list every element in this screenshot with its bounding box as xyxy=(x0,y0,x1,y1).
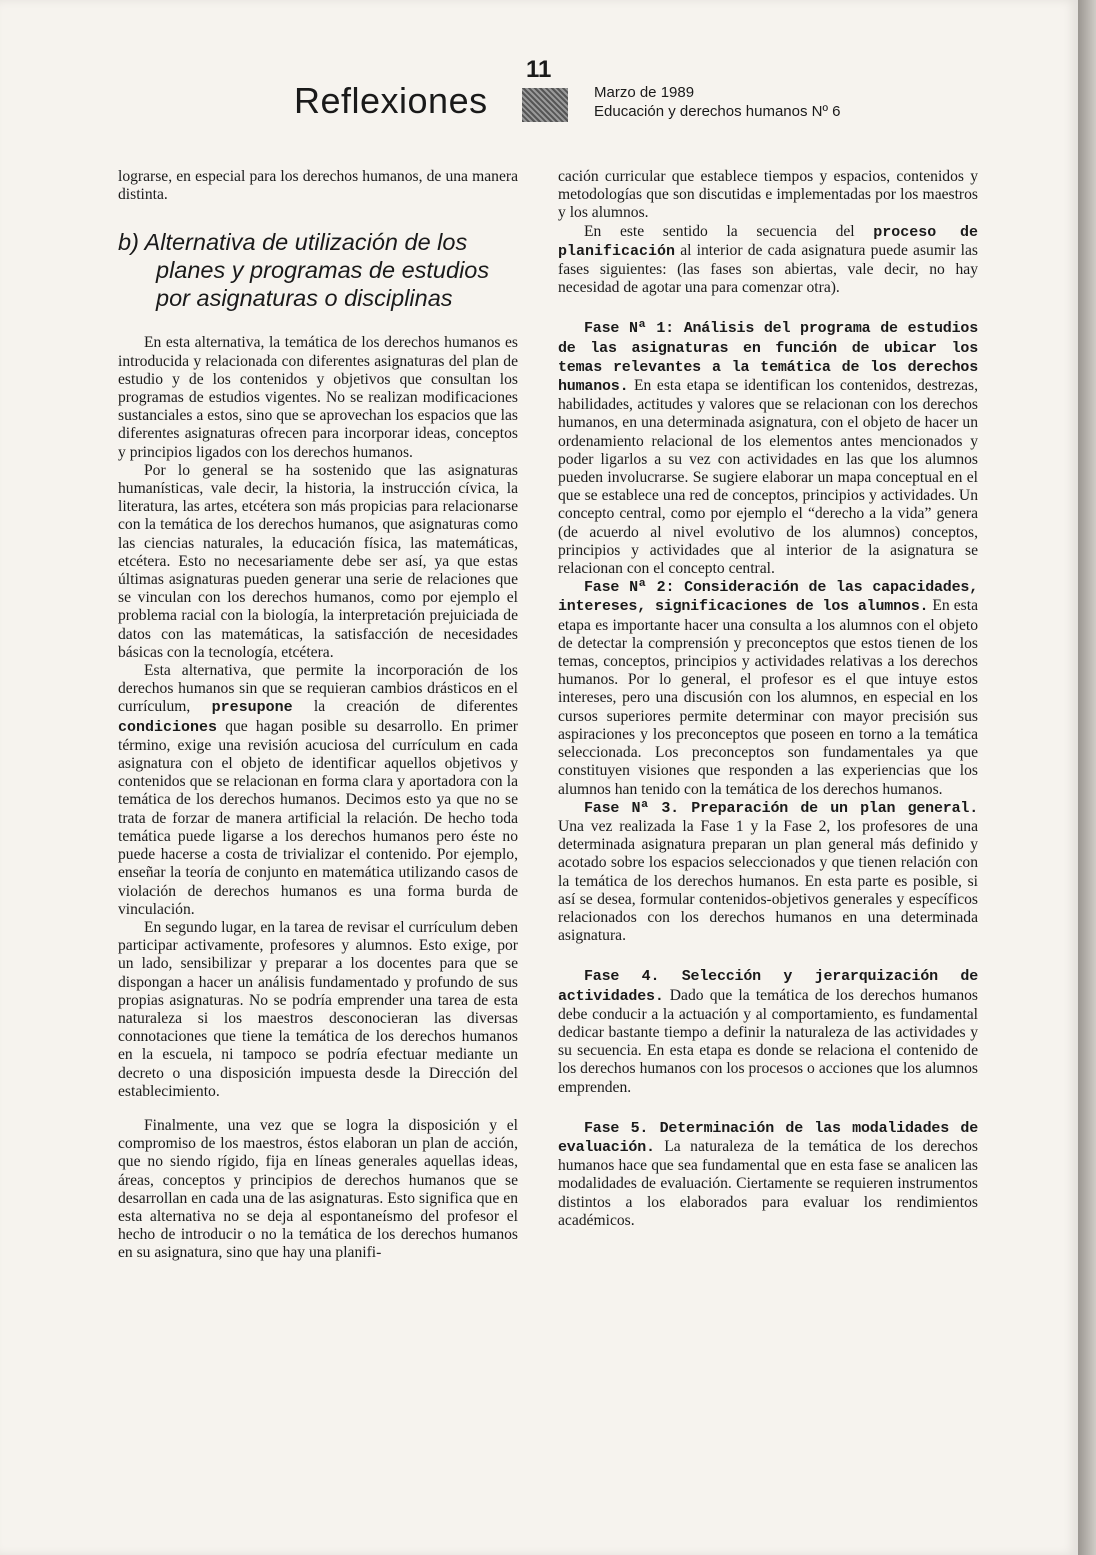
right-column xyxy=(558,168,978,1230)
fase-body: Dado que la temática de los derechos humanos debe conducir a la actuación y al comportamiento, es fundamental dedicar bastante tiempo a definir la naturaleza de las actividades y su secuencia. En esta etapa es donde se relaciona el contenido de los derechos humanos con los procesos o acciones que los alumnos emprenden. xyxy=(558,986,978,1096)
page-header xyxy=(0,50,1078,130)
left-column xyxy=(118,168,518,1263)
page-edge xyxy=(1078,0,1096,1555)
text-run: al interior de cada asignatura puede asumir las fases siguientes: (las fases son abiertas, vale decir, no hay necesidad de agotar una para comenzar otra). xyxy=(558,241,978,297)
paragraph: En esta alternativa, la temática de los derechos humanos es introducida y relacionada con diferentes asignaturas del plan de estudio y de los contenidos y objetivos que consultan los programas de estudios vigentes. No se realizan modificaciones sustanciales a estos, sino que se aprovechan los espacios que las diferentes asignaturas ofrecen para incorporar ideas, conceptos y principios ligados con los derechos humanos. xyxy=(118,334,518,461)
header-date: Marzo de 1989 xyxy=(594,84,695,101)
emphasis: presupone xyxy=(211,699,293,717)
fase-title: Fase 4. Selección y jerarquización de actividades. xyxy=(558,968,978,1005)
paragraph: En segundo lugar, en la tarea de revisar el currículum deben participar activamente, profesores y alumnos. Esto exige, por un lado, sensibilizar y preparar a los docentes para que se dispongan a hacer un análisis fundamentado y profundo de sus propias asignaturas. No se podría emprender una tarea de esta naturaleza si los maestros desconocieran las diversas connotaciones que tiene la temática de los derechos humanos en la escuela, ni tampoco se podría efectuar mediante un decreto o una disposición impuesta desde la Dirección del establecimiento. xyxy=(118,918,518,1100)
fase-1 xyxy=(558,319,978,578)
text-run: Esta alternativa, que permite la incorporación de los derechos humanos sin que se requieran cambios drásticos en el currículum, xyxy=(118,662,518,716)
fase-title: Fase 5. Determinación de las modalidades de evaluación. xyxy=(558,1119,978,1156)
header-ornament xyxy=(522,88,568,122)
page-number: 11 xyxy=(526,56,552,83)
paragraph xyxy=(118,662,518,919)
fase-body: En esta etapa se identifican los contenidos, destrezas, habilidades, actitudes y valores que se relacionan con los derechos humanos, en una determinada asignatura, con el objeto de hacer un ordenamiento relacional de los elementos antes mencionados y poder ligarlos a su vez con actividades en las que los alumnos pueden involucrarse. Se sugiere elaborar un mapa conceptual en el que se establece una red de conceptos, principios y actividades. Un concepto central, como por ejemplo el “derecho a la vida” genera (de acuerdo al nivel evolutivo de los alumnos) conceptos, principios y actividades que al interior de la asignatura se relacionan con el concepto central. xyxy=(558,377,978,578)
paragraph: Finalmente, una vez que se logra la disposición y el compromiso de los maestros, éstos elaboran un plan de acción, que no siendo rígido, fija en líneas generales aquellas ideas, áreas, conceptos y principios de derechos humanos que se desarrollan en cada una de las asignaturas. Esto significa que en esta alternativa no se deja al espontaneísmo del profesor el hecho de introducir o no la temática de los derechos humanos en su asignatura, sino que hay una planifi- xyxy=(118,1116,518,1262)
paragraph xyxy=(558,223,978,298)
text-run: la creación de diferentes xyxy=(313,698,518,716)
fase-3 xyxy=(558,799,978,946)
section-heading: b) Alternativa de utilización de los planes y programas de estudios por asignaturas o disciplinas xyxy=(118,229,490,312)
fase-4 xyxy=(558,967,978,1096)
text-run: que hagan posible su desarrollo. En primer término, exige una revisión acuciosa del currículum en cada asignatura con el objeto de identificar aquellos objetivos y contenidos que se relacionan en forma clara y aportadora con la temática de los derechos humanos. Decimos esto ya que no se trata de forzar de manera artificial la relación. De hecho toda temática puede ligarse a los derechos humanos pero éste no puede hacerse a costa de trivializar el contenido. Por ejemplo, enseñar la teoría de conjunto en matemática utilizando casos de violación de derechos humanos es una forma burda de vinculación. xyxy=(118,717,518,918)
fase-title: Fase Nª 1: Análisis del programa de estudios de las asignaturas en función de ubicar los temas relevantes a la temática de los derechos humanos. xyxy=(558,320,978,396)
fase-title: Fase Nª 3. Preparación de un plan general. xyxy=(584,799,978,817)
fase-body: Una vez realizada la Fase 1 y la Fase 2, los profesores de una determinada asignatura preparan un plan general más definido y acotado sobre los espacios seleccionados y que tienen relación con la temática de los derechos humanos. En esta parte es posible, si así se desea, formular contenidos-objetivos generales y específicos relacionados con los derechos humanos en una determinada asignatura. xyxy=(558,817,978,945)
running-title: Reflexiones xyxy=(294,80,488,121)
fase-body: La naturaleza de la temática de los derechos humanos hace que sea fundamental que en esta fase se analicen las modalidades de evaluación. Ciertamente se requieren instrumentos distintos a los elaborados para evaluar los rendimientos académicos. xyxy=(558,1137,978,1229)
fase-2 xyxy=(558,578,978,798)
paragraph: lograrse, en especial para los derechos humanos, de una manera distinta. xyxy=(118,168,518,204)
fase-title: Fase Nª 2: Consideración de las capacidades, intereses, significaciones de los alumnos. xyxy=(558,579,978,616)
header-series: Educación y derechos humanos Nº 6 xyxy=(594,103,841,120)
paragraph: cación curricular que establece tiempos y espacios, contenidos y metodologías que son discutidas e implementadas por los maestros y los alumnos. xyxy=(558,168,978,222)
fase-body: En esta etapa es importante hacer una consulta a los alumnos con el objeto de detectar la comprensión y preconceptos que estos tienen de los temas, conceptos, principios y actividades relativas a los derechos humanos. Por lo general, el profesor es el que intuye estos intereses, pero una discusión con los alumnos, en especial en los cursos superiores permite determinar con mayor precisión sus aspiraciones y los preconceptos que poseen en torno a la temática seleccionada. Los preconceptos son fundamentales ya que constituyen visiones que responden a las experiencias que los alumnos han tenido con la temática de los derechos humanos. xyxy=(558,597,978,798)
emphasis: condiciones xyxy=(118,718,218,736)
paragraph: Por lo general se ha sostenido que las asignaturas humanísticas, vale decir, la historia, la instrucción cívica, la literatura, las artes, etcétera son más propicias para relacionarse con la temática de los derechos humanos, que asignaturas como las ciencias naturales, la educación física, las matemáticas, etcétera. Esto no necesariamente debe ser así, ya que estas últimas asignaturas pueden generar una serie de relaciones que se vinculan con los derechos humanos, como por ejemplo el problema racial con la biología, la interpretación prejuiciada de datos con las matemáticas, la satisfacción de necesidades básicas con la tecnología, etcétera. xyxy=(118,461,518,661)
fase-5 xyxy=(558,1119,978,1230)
text-run: En este sentido la secuencia del xyxy=(584,222,855,240)
emphasis: proceso de planificación xyxy=(558,223,978,260)
